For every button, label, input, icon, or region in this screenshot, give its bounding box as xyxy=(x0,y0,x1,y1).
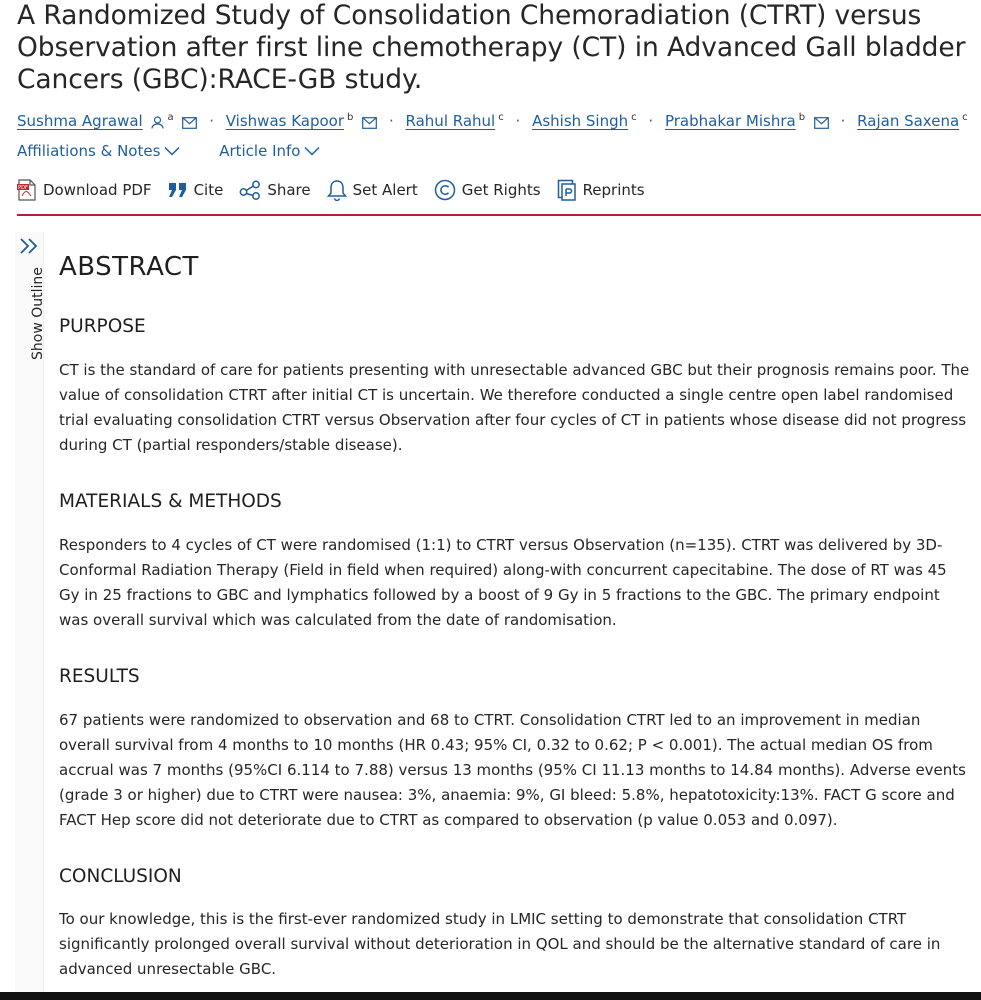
separator: · xyxy=(648,112,654,130)
email-icon[interactable] xyxy=(362,112,377,136)
email-icon[interactable] xyxy=(814,112,829,136)
author-link[interactable]: Rahul Rahul xyxy=(405,112,496,130)
article-info-link[interactable] xyxy=(219,139,320,163)
author-link[interactable]: Prabhakar Mishra xyxy=(664,112,796,130)
article-info-label: Article Info xyxy=(219,142,301,160)
affiliation-sup: b xyxy=(798,112,806,123)
affiliation-sup: c xyxy=(631,112,637,123)
share-label: Share xyxy=(267,181,311,199)
author-link[interactable]: Ashish Singh xyxy=(532,112,629,130)
reprints-icon xyxy=(557,179,577,201)
chevron-down-icon xyxy=(164,146,180,156)
purpose-text: CT is the standard of care for patients presenting with unresectable advanced GBC but their prognosis remains poor. The value of consolidation CTRT after initial CT is uncertain. We therefore conducted a single centre open label randomised trial evaluating consolidation CTRT versus Observation after four cycles of CT in patients whose disease did not progress during CT (partial responders/stable disease). xyxy=(59,361,970,454)
bottom-edge-bar xyxy=(0,992,981,1000)
chevron-down-icon xyxy=(304,146,320,156)
affiliation-sup: c xyxy=(962,112,968,123)
copyright-icon xyxy=(434,179,456,201)
set-alert-button[interactable] xyxy=(327,176,418,204)
show-outline-button[interactable]: Show Outline xyxy=(30,267,46,360)
person-icon[interactable] xyxy=(151,112,164,136)
affiliations-notes-label: Affiliations & Notes xyxy=(17,142,161,160)
download-pdf-button[interactable] xyxy=(17,176,152,204)
purpose-heading: PURPOSE xyxy=(59,316,146,337)
conclusion-heading: CONCLUSION xyxy=(59,866,182,887)
separator: · xyxy=(515,112,521,130)
download-pdf-label: Download PDF xyxy=(43,181,152,199)
conclusion-text: To our knowledge, this is the first-ever randomized study in LMIC setting to demonstrate that consolidation CTRT significantly prolonged overall survival without deterioration in QOL and should be the alternative standard of care in advanced unresectable GBC. xyxy=(59,910,941,978)
methods-text: Responders to 4 cycles of CT were randomised (1:1) to CTRT versus Observation (n=135). CTRT was delivered by 3D-Conformal Radiation Therapy (Field in field when required) along-with concurrent capecitabine. The dose of RT was 45 Gy in 25 fractions to GBC and lymphatics followed by a boost of 9 Gy in 5 fractions to the GBC. The primary endpoint was overall survival which was calculated from the date of randomisation. xyxy=(59,536,947,629)
svg-text:PDF: PDF xyxy=(18,185,28,191)
abstract-heading: ABSTRACT xyxy=(59,252,199,282)
cite-button[interactable] xyxy=(168,176,224,204)
results-text: 67 patients were randomized to observation and 68 to CTRT. Consolidation CTRT led to an improvement in median overall survival from 4 months to 10 months (HR 0.43; 95% CI, 0.32 to 0.62; P < 0.001). The actual median OS from accrual was 7 months (95%CI 6.114 to 7.88) versus 13 months (95% CI 11.13 months to 14.84 months). Adverse events (grade 3 or higher) due to CTRT were nausea: 3%, anaemia: 9%, GI bleed: 5.8%, hepatotoxicity:13%. FACT G score and FACT Hep score did not deteriorate due to CTRT as compared to observation (p value 0.053 and 0.097). xyxy=(59,711,966,829)
author-link[interactable]: Vishwas Kapoor xyxy=(225,112,345,130)
author-link[interactable]: Rajan Saxena xyxy=(857,112,960,130)
bell-icon xyxy=(327,179,347,201)
pdf-icon xyxy=(17,179,37,201)
separator: · xyxy=(388,112,394,130)
article-title: A Randomized Study of Consolidation Chemoradiation (CTRT) versus Observation after first line chemotherapy (CT) in Advanced Gall bladder Cancers (GBC):RACE-GB study. xyxy=(17,0,966,95)
author-link[interactable]: Sushma Agrawal xyxy=(17,112,143,130)
get-rights-button[interactable] xyxy=(434,176,541,204)
article-meta-links xyxy=(17,139,354,163)
affiliation-sup: a xyxy=(167,112,174,123)
affiliation-sup: b xyxy=(347,112,354,123)
reprints-label: Reprints xyxy=(582,181,645,199)
article-toolbar xyxy=(17,176,981,216)
share-icon xyxy=(239,180,261,200)
affiliation-sup: c xyxy=(498,112,504,123)
get-rights-label: Get Rights xyxy=(461,181,541,199)
set-alert-label: Set Alert xyxy=(352,181,418,199)
separator: · xyxy=(840,112,846,130)
results-heading: RESULTS xyxy=(59,666,140,687)
double-chevron-right-icon[interactable] xyxy=(18,236,40,256)
reprints-button[interactable] xyxy=(557,176,645,204)
methods-heading: MATERIALS & METHODS xyxy=(59,491,282,512)
author-list xyxy=(17,106,977,136)
cite-label: Cite xyxy=(193,181,224,199)
share-button[interactable] xyxy=(239,176,310,204)
email-icon[interactable] xyxy=(182,112,197,136)
affiliations-notes-link[interactable] xyxy=(17,139,180,163)
separator: · xyxy=(209,112,214,130)
quote-icon xyxy=(168,182,188,198)
